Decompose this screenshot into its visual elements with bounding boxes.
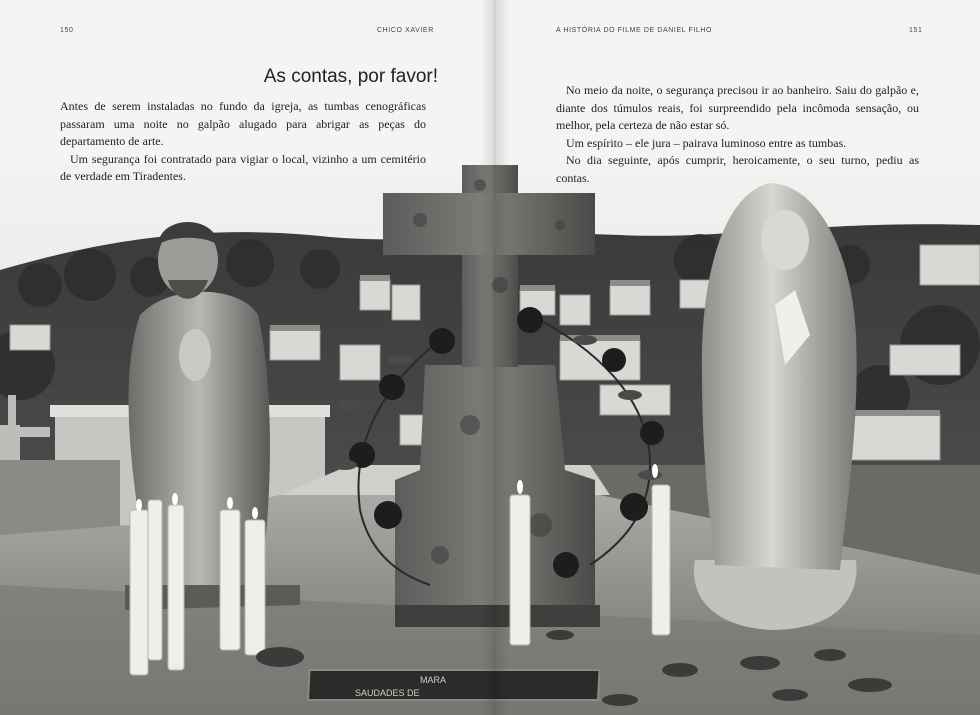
book-gutter: [480, 0, 510, 715]
right-paragraph-1: No meio da noite, o segurança precisou ir ao banheiro. Saiu do galpão e, diante dos túmulos reais, foi surpreendido pela incômoda sensação, ou melhor, pela certeza de não estar só.: [556, 83, 919, 132]
plaque-line1: MARA: [420, 675, 447, 685]
chapter-title: As contas, por favor!: [263, 66, 438, 87]
left-page-number: 150: [60, 27, 74, 34]
right-running-head: A HISTÓRIA DO FILME DE DANIEL FILHO: [556, 27, 713, 34]
right-page-number: 151: [909, 27, 923, 34]
plaque-line2: SAUDADES DE: [355, 688, 420, 698]
left-running-head: CHICO XAVIER: [377, 27, 434, 34]
left-paragraph-1: Antes de serem instaladas no fundo da igreja, as tumbas cenográficas passaram uma noite no galpão alugado para abrigar as peças do departamento de arte.: [60, 99, 426, 148]
grave-plaque: [308, 670, 600, 700]
right-text-column: [556, 82, 919, 187]
right-paragraph-3: No dia seguinte, após cumprir, heroicamente, o seu turno, pediu as contas.: [556, 153, 919, 185]
left-text-column: [60, 98, 426, 186]
left-paragraph-2: Um segurança foi contratado para vigiar o local, vizinho a um cemitério de verdade em Tiradentes.: [60, 151, 426, 183]
right-paragraph-2: Um espírito – ele jura – pairava luminoso entre as tumbas.: [566, 135, 847, 150]
right-statue: [694, 183, 857, 630]
